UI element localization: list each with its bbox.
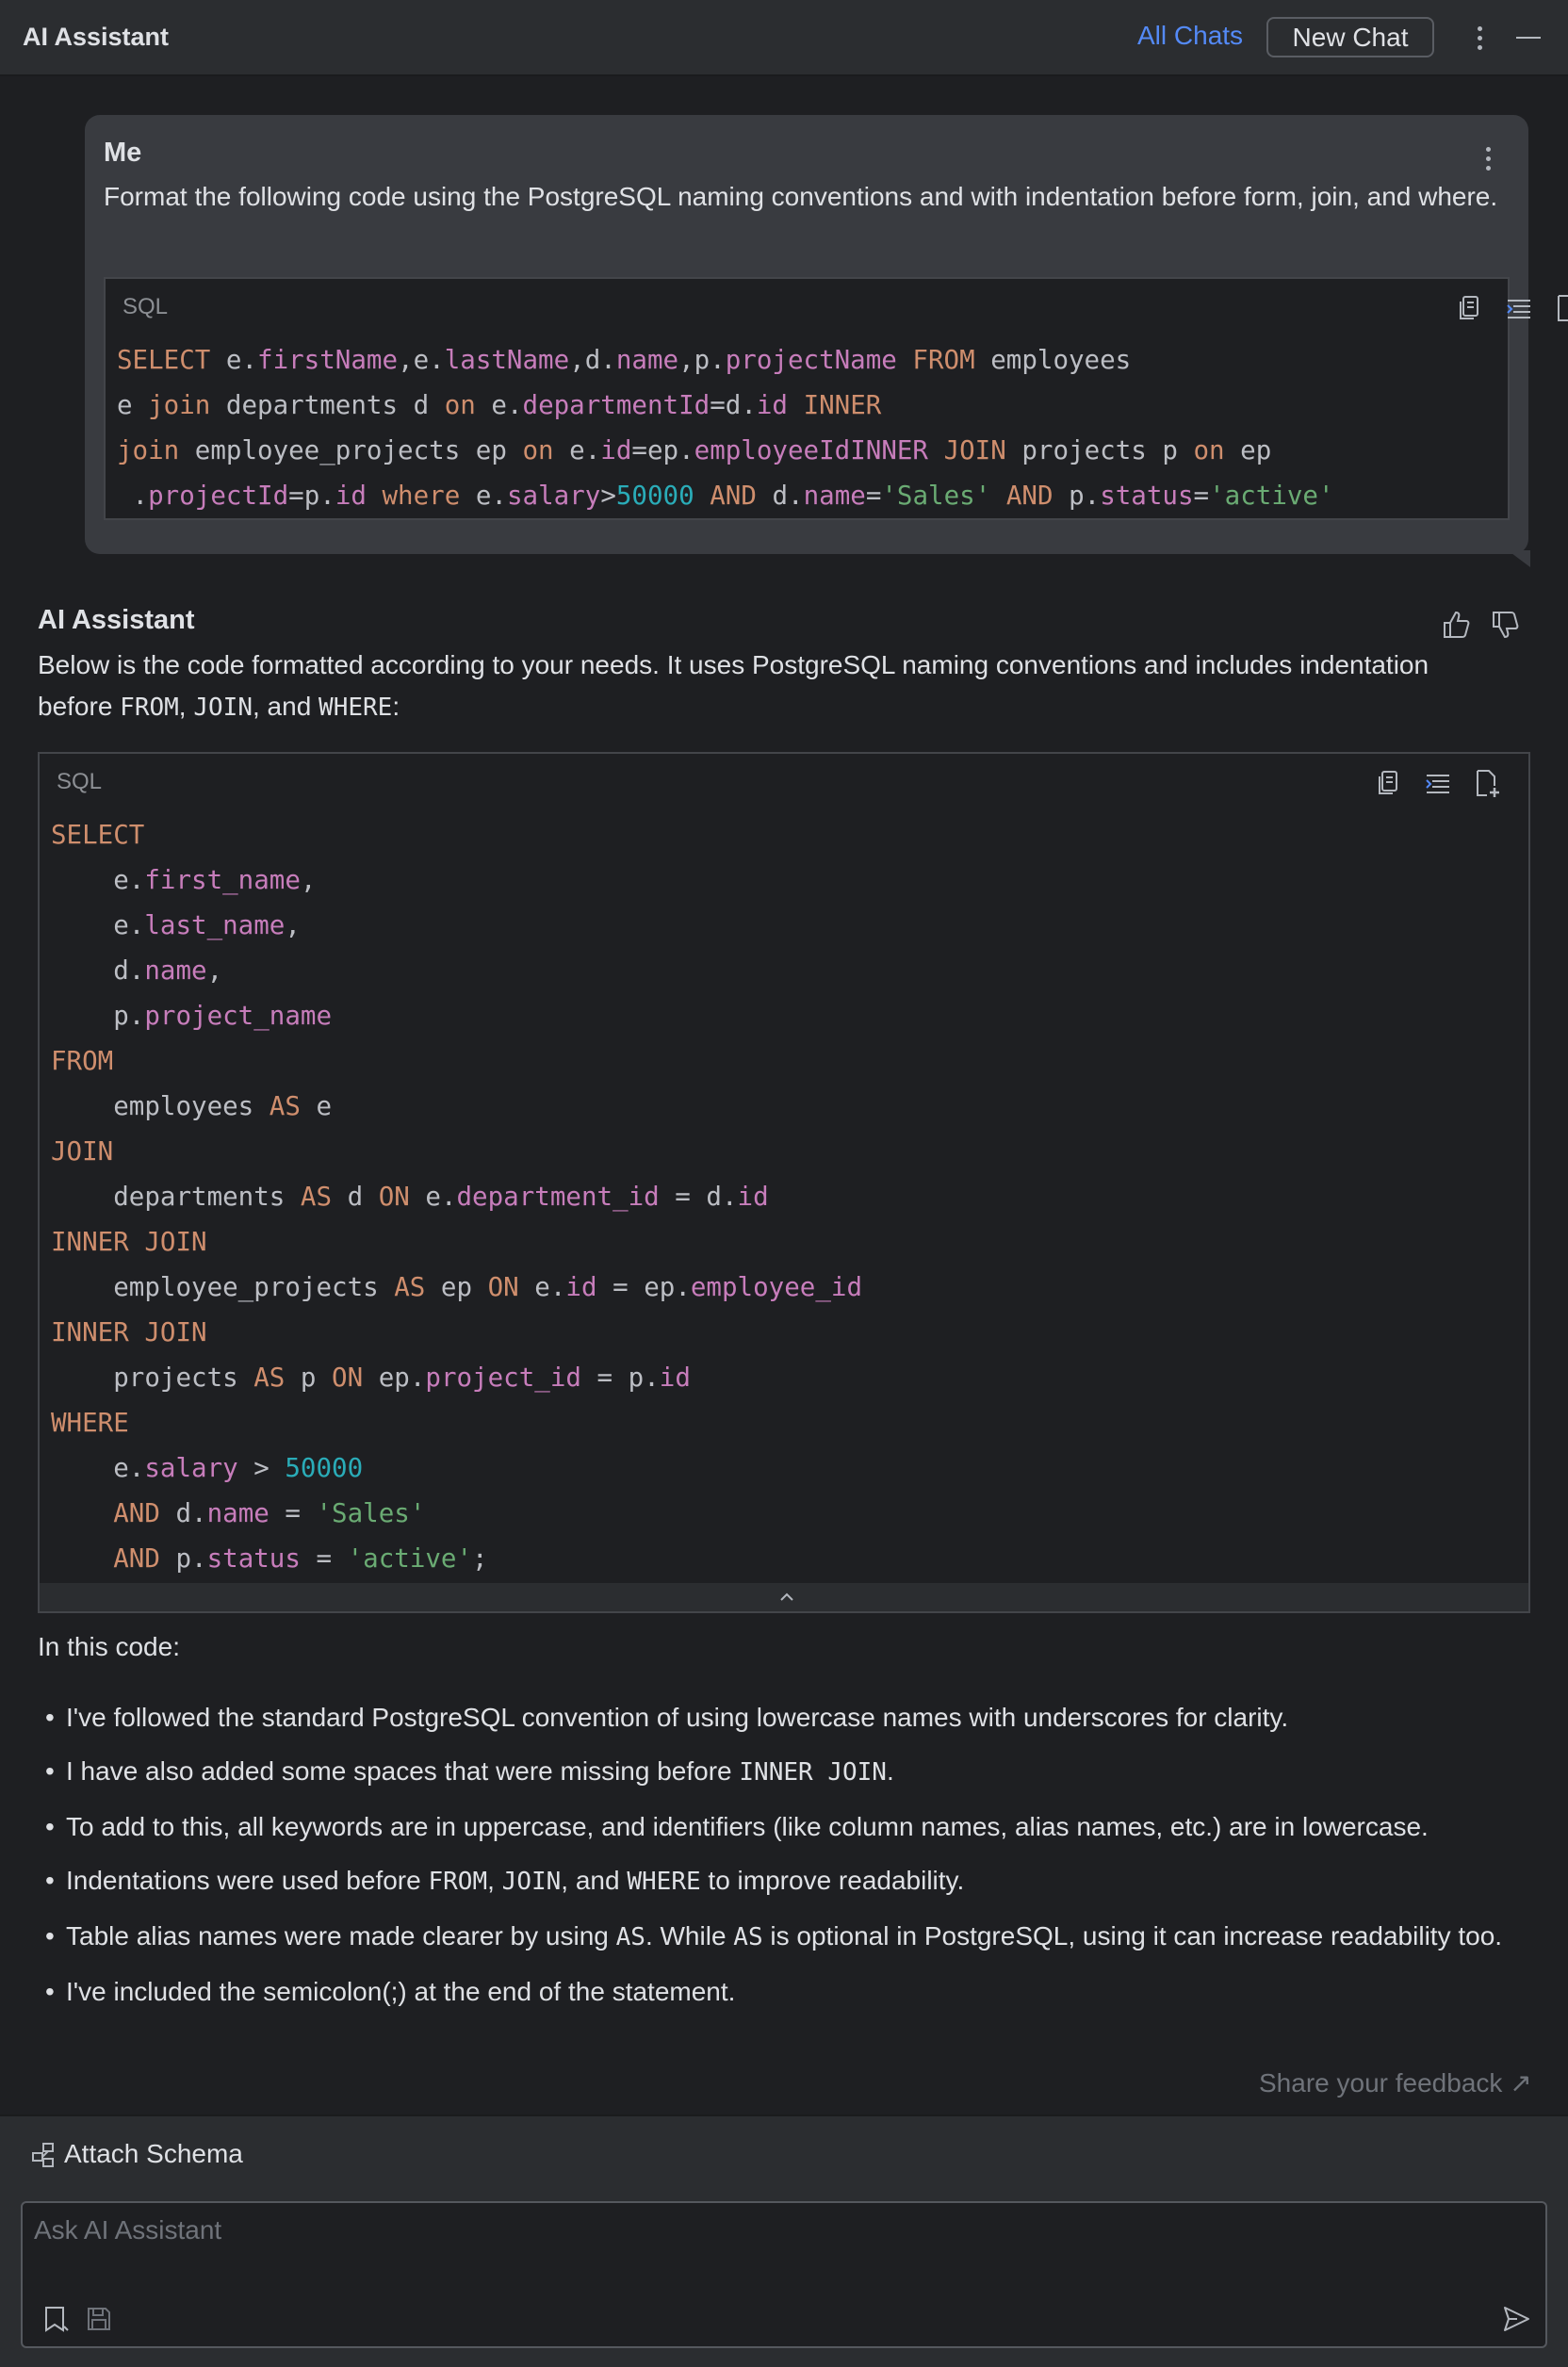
code-line: JOIN: [51, 1136, 114, 1167]
thumbs-up-icon[interactable]: [1441, 609, 1473, 641]
message-author: Me: [104, 138, 142, 168]
code-line: employees AS e: [51, 1091, 333, 1121]
code-line: .projectId=p.id where e.salary>50000 AND d.name='Sales' AND p.status='active': [117, 481, 1334, 511]
list-item: • I've followed the standard PostgreSQL convention of using lowercase names with underscores for clarity.: [45, 1696, 1534, 1739]
collapse-code-button[interactable]: [40, 1583, 1528, 1611]
copy-icon[interactable]: [1374, 767, 1404, 799]
assistant-code-block: [38, 752, 1530, 1613]
code-content: [117, 337, 1334, 518]
chat-input[interactable]: [34, 2212, 1532, 2248]
explanation-title: In this code:: [38, 1632, 180, 1661]
bookmark-icon[interactable]: [40, 2303, 72, 2335]
code-line: FROM: [51, 1046, 114, 1076]
code-content: [51, 812, 862, 1581]
code-line: e.salary > 50000: [51, 1453, 364, 1483]
attach-schema-label: Attach Schema: [64, 2139, 243, 2168]
code-line: SELECT: [51, 820, 145, 850]
chat-input-box[interactable]: [21, 2201, 1547, 2348]
list-item: • I have also added some spaces that were missing before INNER JOIN.: [45, 1750, 1534, 1794]
new-chat-button[interactable]: New Chat: [1266, 17, 1434, 57]
thumbs-down-icon[interactable]: [1490, 609, 1522, 641]
minimize-icon[interactable]: [1514, 19, 1543, 57]
format-icon[interactable]: [1504, 292, 1534, 324]
code-line: employee_projects AS ep ON e.id = ep.employee_id: [51, 1272, 862, 1302]
assistant-intro-text: Below is the code formatted according to your needs. It uses PostgreSQL naming conventions and includes indentation before FROM, JOIN, and WHERE:: [38, 650, 1429, 722]
list-item: • Indentations were used before FROM, JOIN, and WHERE to improve readability.: [45, 1859, 1534, 1903]
chevron-up-icon: [777, 1589, 796, 1606]
user-code-block: [104, 277, 1510, 520]
code-line: INNER JOIN: [51, 1227, 207, 1257]
code-line: join employee_projects ep on e.id=ep.employeeIdINNER JOIN projects p on ep: [117, 435, 1272, 465]
code-line: d.name,: [51, 955, 223, 986]
list-item: • I've included the semicolon(;) at the end of the statement.: [45, 1970, 1534, 2013]
insert-icon[interactable]: [1472, 767, 1502, 799]
more-options-icon[interactable]: [1468, 19, 1491, 57]
code-line: e.last_name,: [51, 910, 301, 940]
all-chats-link[interactable]: All Chats: [1137, 21, 1244, 50]
code-line: departments AS d ON e.department_id = d.id: [51, 1182, 769, 1212]
code-line: e.first_name,: [51, 865, 317, 895]
code-language-label: SQL: [122, 294, 169, 319]
list-item: • Table alias names were made clearer by using AS. While AS is optional in PostgreSQL, using it can increase readability too.: [45, 1915, 1534, 1959]
message-menu-icon[interactable]: [1479, 143, 1498, 175]
format-icon[interactable]: [1423, 767, 1453, 799]
code-line: SELECT e.firstName,e.lastName,d.name,p.projectName FROM employees: [117, 345, 1132, 375]
chat-input-area: [0, 2114, 1568, 2367]
save-icon[interactable]: [83, 2303, 115, 2335]
code-language-label: SQL: [57, 769, 103, 794]
schema-icon: [30, 2141, 58, 2169]
code-line: INNER JOIN: [51, 1317, 207, 1347]
code-line: p.project_name: [51, 1001, 333, 1031]
insert-icon[interactable]: [1553, 292, 1568, 324]
share-feedback-link[interactable]: Share your feedback ↗: [1259, 2068, 1532, 2098]
code-line: e join departments d on e.departmentId=d.id INNER: [117, 390, 882, 420]
code-line: WHERE: [51, 1408, 129, 1438]
explanation-list: [45, 1696, 1534, 2024]
code-line: AND p.status = 'active';: [113, 1543, 488, 1574]
copy-icon[interactable]: [1455, 292, 1485, 324]
list-item: • To add to this, all keywords are in uppercase, and identifiers (like column names, alias names, etc.) are in lowercase.: [45, 1805, 1534, 1848]
send-icon[interactable]: [1500, 2303, 1532, 2335]
code-line: AND d.name = 'Sales': [113, 1498, 426, 1528]
code-line: projects AS p ON ep.project_id = p.id: [51, 1363, 691, 1393]
message-text: Format the following code using the PostgreSQL naming conventions and with indentation before form, join, and where.: [104, 182, 1498, 211]
panel-title: AI Assistant: [23, 23, 170, 51]
assistant-author: AI Assistant: [38, 605, 195, 635]
header: [0, 0, 1568, 76]
